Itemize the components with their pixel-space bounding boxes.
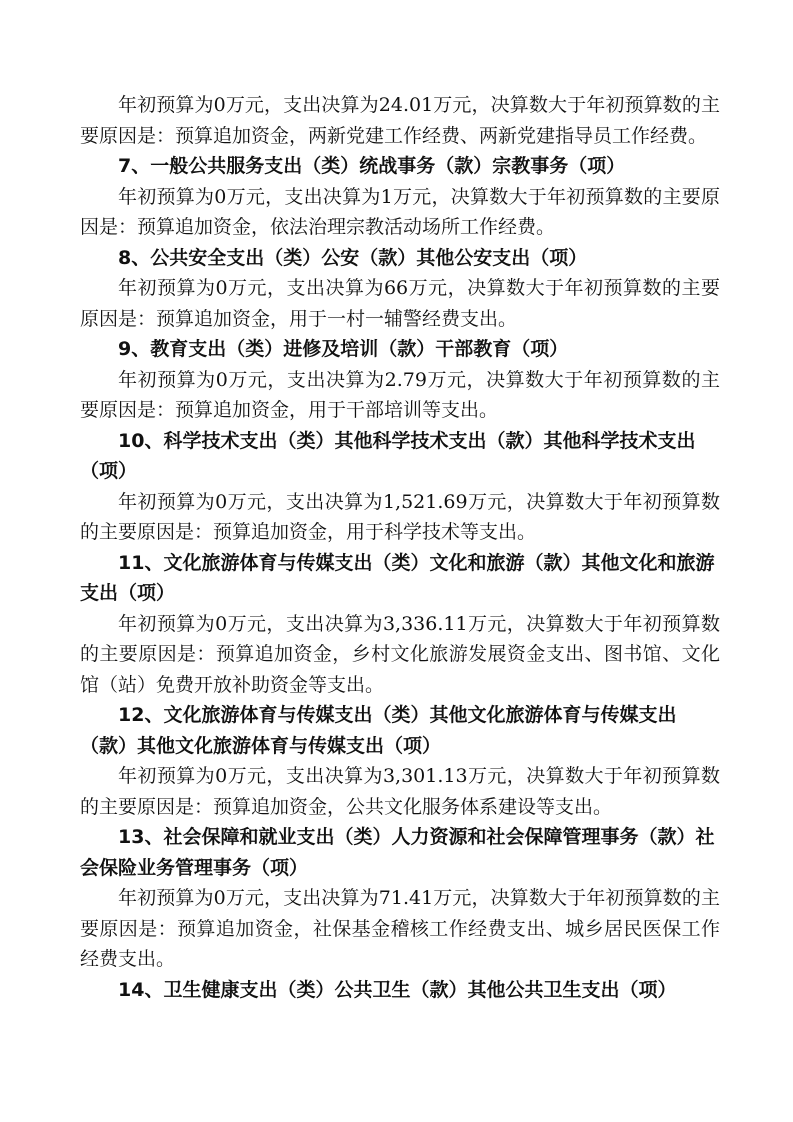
section-body: 年初预算为0万元，支出决算为2.79万元，决算数大于年初预算数的主要原因是：预算追加资金，用于干部培训等支出。 — [80, 368, 720, 421]
section-body: 年初预算为0万元，支出决算为3,301.13万元，决算数大于年初预算数的主要原因是：预算追加资金，公共文化服务体系建设等支出。 — [80, 765, 720, 818]
document-page — [80, 90, 720, 1005]
section-heading: 12、文化旅游体育与传媒支出（类）其他文化旅游体育与传媒支出（款）其他文化旅游体育与传媒支出（项） — [80, 704, 677, 757]
section-heading: 10、科学技术支出（类）其他科学技术支出（款）其他科学技术支出（项） — [80, 429, 696, 482]
section-heading: 9、教育支出（类）进修及培训（款）干部教育（项） — [118, 338, 569, 360]
section-heading: 7、一般公共服务支出（类）统战事务（款）宗教事务（项） — [118, 155, 626, 177]
section-heading: 14、卫生健康支出（类）公共卫生（款）其他公共卫生支出（项） — [118, 978, 677, 1001]
intro-paragraph: 年初预算为0万元，支出决算为24.01万元，决算数大于年初预算数的主要原因是：预算追加资金，两新党建工作经费、两新党建指导员工作经费。 — [80, 94, 720, 147]
section-body: 年初预算为0万元，支出决算为66万元，决算数大于年初预算数的主要原因是：预算追加资金，用于一村一辅警经费支出。 — [80, 277, 720, 330]
section-heading: 8、公共安全支出（类）公安（款）其他公安支出（项） — [118, 246, 588, 269]
section-body: 年初预算为0万元，支出决算为3,336.11万元，决算数大于年初预算数的主要原因是：预算追加资金，乡村文化旅游发展资金支出、图书馆、文化馆（站）免费开放补助资金等支出。 — [80, 612, 720, 696]
section-body: 年初预算为0万元，支出决算为1万元，决算数大于年初预算数的主要原因是：预算追加资金，依法治理宗教活动场所工作经费。 — [80, 185, 720, 238]
section-body: 年初预算为0万元，支出决算为71.41万元，决算数大于年初预算数的主要原因是：预算追加资金，社保基金稽核工作经费支出、城乡居民医保工作经费支出。 — [80, 887, 720, 970]
section-heading: 11、文化旅游体育与传媒支出（类）文化和旅游（款）其他文化和旅游支出（项） — [80, 551, 715, 604]
section-body: 年初预算为0万元，支出决算为1,521.69万元，决算数大于年初预算数的主要原因是：预算追加资金，用于科学技术等支出。 — [80, 490, 720, 543]
section-heading: 13、社会保障和就业支出（类）人力资源和社会保障管理事务（款）社会保险业务管理事务（项） — [80, 826, 715, 879]
